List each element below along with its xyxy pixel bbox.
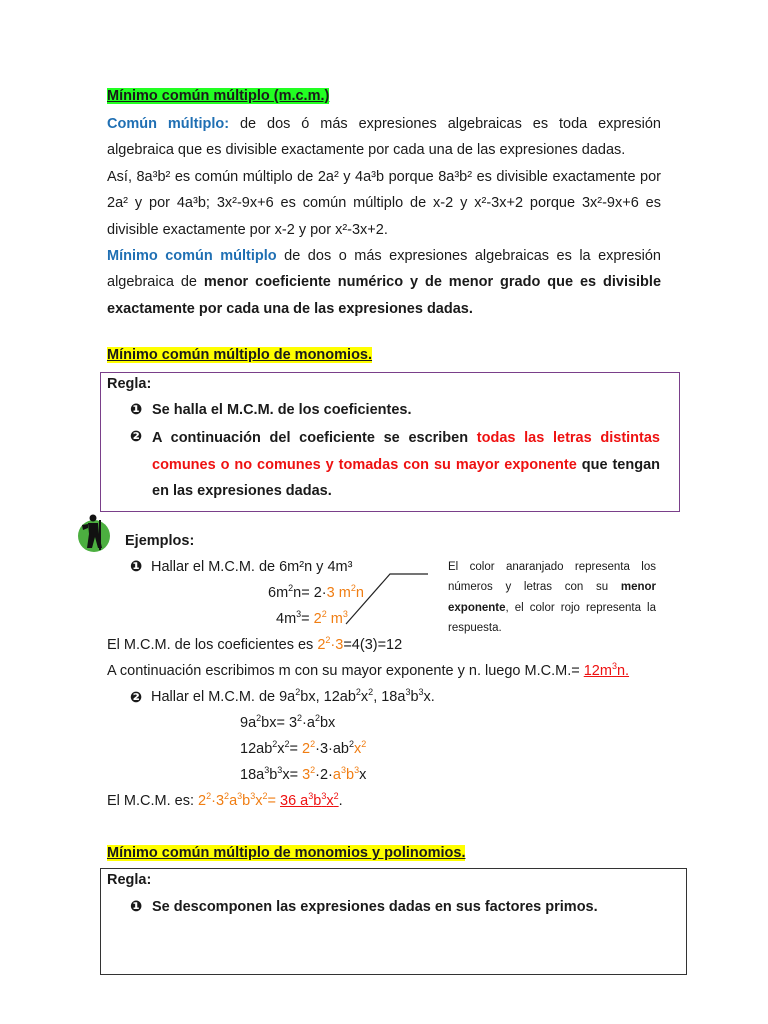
bullet-1: ❶ [130,402,143,418]
ex2-factor-12ab2x2: $12ab^2x^2= 2^2\cdot 3\cdot ab^2x^2$ [240,739,367,757]
bullet-2: ❷ [130,429,143,445]
rule-2: A continuación del coeficiente se escriben todas las letras distintas comunes o no comunes y tomadas con su mayor exponente que tengan en las expresiones dadas. [152,430,660,499]
ex2-factor-18a3b3x: $18a^3b^3x= 3^2\cdot 2\cdot a^3b^3x$ [240,765,367,783]
color-legend-note: El color anaranjado representa los números y letras con su menor exponente, el color rojo representa la respuesta. [448,561,656,634]
rule-label-2: Regla: [107,872,152,888]
example-intro-paragraph: Así, 8a³b² es común múltiplo de 2a² y 4a³b porque 8a³b² es divisible exactamente por 2a² y por 4a³b; 3x²-9x+6 es común múltiplo de x-2 y x²-3x+2 porque 3x²-9x+6 es divisible exactamente por x-2 y por x²-3x+2. [107,169,661,238]
term-mcm: Mínimo común múltiplo [107,248,277,264]
ex2-answer: 36 $a^3b^3x^2$ [280,791,339,809]
ex2-bullet: ❷ [130,690,143,706]
section-heading-monomios-polinomios: Mínimo común múltiplo de monomios y polinomios. [107,845,466,861]
ex1-bullet: ❶ [130,559,143,575]
rule-3: Se descomponen las expresiones dadas en sus factores primos. [152,899,598,915]
rule-label: Regla: [107,376,152,392]
ex2-result: El M.C.M. es: $2^2\cdot 3^2a^3b^3x^2= 36$ $a^3b^3x^2$. [107,791,343,809]
ex2-title: Hallar el M.C.M. de $9a^2bx$, $12ab^2x^2$, $18a^3b^3x$. [151,687,435,705]
examples-label: Ejemplos: [125,533,195,549]
ex1-answer: $12m^3n$. [583,661,630,679]
rule-1: Se halla el M.C.M. de los coeficientes. [152,402,412,418]
term-common-multiple: Común múltiplo: [107,116,230,132]
mcm-definition-paragraph: Mínimo común múltiplo de dos o más expresiones algebraicas es la expresión algebraica de menor coeficiente numérico y de menor grado que es divisible exactamente por cada una de las expresiones dadas. [107,248,662,317]
rule-box-polinomios [100,868,687,975]
ex1-title: Hallar el M.C.M. de 6m²n y 4m³ [151,559,353,575]
common-multiple-paragraph: Común múltiplo: de dos ó más expresiones algebraicas es toda expresión algebraica que es divisible exactamente por cada una de las expresiones dadas. [107,116,661,159]
bullet-3: ❶ [130,899,143,915]
ex1-conclusion: A continuación escribimos m con su mayor exponente y n. luego $M.C.M.= 12m^3n$. [107,661,630,679]
ex1-factor-6m2n: $6m^2n= 2\cdot 3$ $m^2n$ [268,583,364,601]
ex1-coef-result: El M.C.M. de los coeficientes es $2^2\cdot 3=4(3)=12$ [107,635,403,653]
section-heading-monomios: Mínimo común múltiplo de monomios. [107,347,373,363]
note-pointer-line [340,568,432,628]
ex1-factor-4m3: $4m^3= 2^2$ $m^3$ [276,609,348,627]
ex2-factor-9a2bx: $9a^2bx= 3^2\cdot a^2bx$ [240,713,336,731]
section-heading-mcm: Mínimo común múltiplo (m.c.m.) [107,88,330,104]
person-reading-icon [74,512,114,552]
